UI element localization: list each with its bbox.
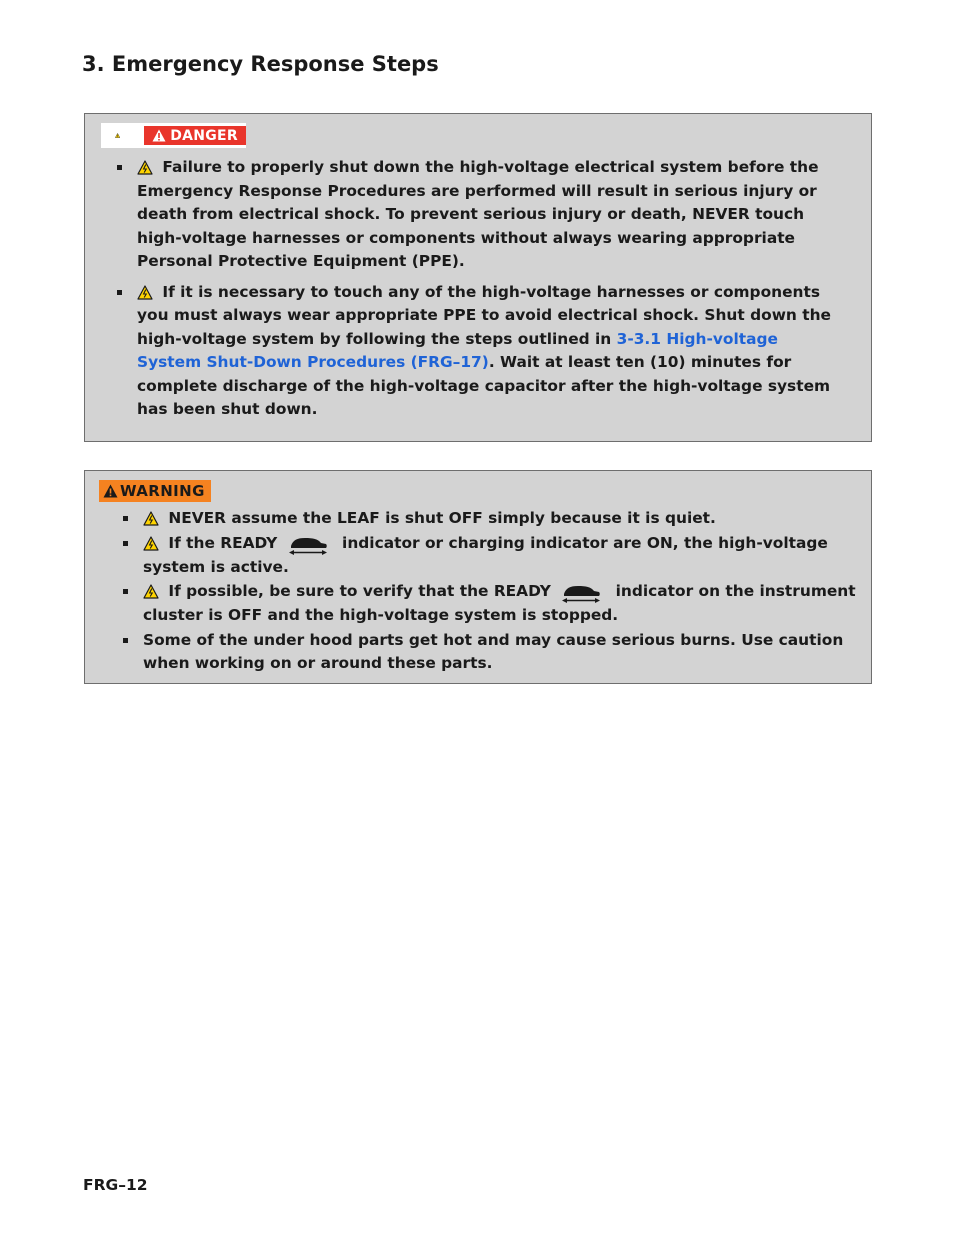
high-voltage-warning-icon xyxy=(137,160,153,175)
danger-header xyxy=(101,123,246,148)
warning-item-text: Some of the under hood parts get hot and may cause serious burns. Use caution when working on or around these parts. xyxy=(143,630,844,672)
warning-item xyxy=(123,507,857,531)
danger-item xyxy=(117,281,835,422)
danger-label xyxy=(144,126,246,145)
warning-item xyxy=(123,580,857,628)
alert-triangle-icon xyxy=(103,484,118,498)
warning-item xyxy=(123,532,857,580)
warning-item-text: If the READY xyxy=(168,533,278,552)
page-title: 3. Emergency Response Steps xyxy=(82,52,439,76)
warning-item xyxy=(123,629,857,676)
danger-label-text: DANGER xyxy=(170,127,238,144)
warning-item-text: indicator or charging indicator are ON, the high-voltage system is active. xyxy=(143,533,828,576)
alert-triangle-icon xyxy=(152,129,166,142)
bullet xyxy=(123,516,128,521)
high-voltage-warning-icon xyxy=(143,511,159,526)
warning-item-text: indicator on the instrument cluster is OFF and the high-voltage system is stopped. xyxy=(143,582,856,624)
bullet xyxy=(117,165,122,170)
bullet xyxy=(123,541,128,546)
danger-item-text: If it is necessary to touch any of the high-voltage harnesses or components you must always wear appropriate PPE to avoid electrical shock. Shut down the high-voltage system by following the steps outlined in xyxy=(137,282,831,348)
danger-item-text: . Wait at least ten (10) minutes for complete discharge of the high-voltage capacitor after the high-voltage system has been shut down. xyxy=(137,353,831,418)
danger-notice xyxy=(84,113,872,442)
bullet xyxy=(123,589,128,594)
high-voltage-warning-icon xyxy=(143,536,159,551)
high-voltage-warning-icon xyxy=(137,285,153,300)
shutdown-procedures-link[interactable]: 3-3.1 High-voltage System Shut-Down Procedures (FRG–17) xyxy=(137,329,778,371)
danger-item-text: Failure to properly shut down the high-voltage electrical system before the Emergency Response Procedures are performed will result in serious injury or death from electrical shock. To prevent serious injury or death, NEVER touch high-voltage harnesses or components without always wearing appropriate Personal Protective Equipment (PPE). xyxy=(137,158,819,270)
warning-list xyxy=(123,507,857,677)
danger-item xyxy=(117,156,835,274)
bullet xyxy=(117,290,122,295)
page-number: FRG–12 xyxy=(83,1176,148,1194)
high-voltage-warning-icon xyxy=(143,584,159,599)
warning-item-text: NEVER assume the LEAF is shut OFF simply because it is quiet. xyxy=(168,509,716,527)
warning-label-text: WARNING xyxy=(120,482,205,500)
ready-car-icon xyxy=(560,582,602,604)
danger-list xyxy=(117,156,835,429)
ready-car-icon xyxy=(287,534,329,556)
bullet xyxy=(123,638,128,643)
warning-label xyxy=(99,480,211,502)
high-voltage-warning-icon xyxy=(115,128,120,143)
warning-notice xyxy=(84,470,872,684)
warning-item-text: If possible, be sure to verify that the READY xyxy=(168,582,551,600)
